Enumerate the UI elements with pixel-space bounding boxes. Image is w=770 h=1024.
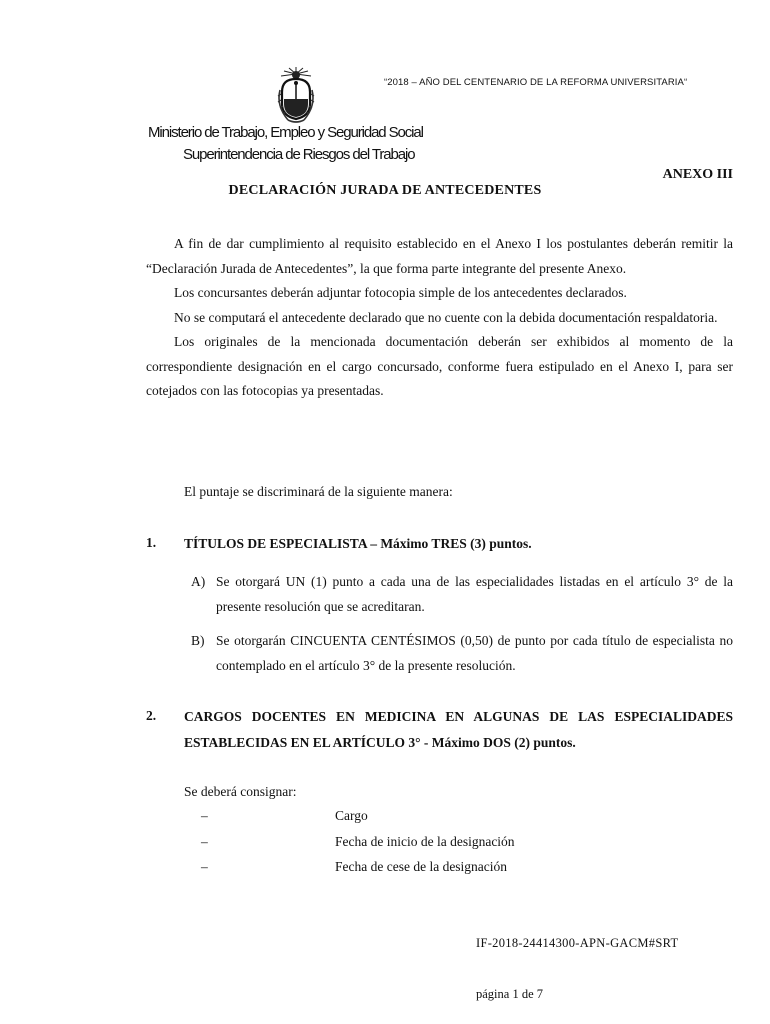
document-id: IF-2018-24414300-APN-GACM#SRT bbox=[476, 936, 679, 950]
list-dash: – bbox=[201, 808, 208, 823]
item-text: Se otorgará UN (1) punto a cada una de las especialidades listadas en el artículo 3° de la presente resolución que se acreditaran. bbox=[216, 574, 733, 614]
annex-label: ANEXO III bbox=[662, 167, 733, 182]
section-number: 1. bbox=[146, 535, 157, 550]
field-label: Fecha de cese de la designación bbox=[335, 859, 508, 874]
superintendency-name: Superintendencia de Riesgos del Trabajo bbox=[183, 146, 415, 163]
ministry-name: Ministerio de Trabajo, Empleo y Seguridad Social bbox=[148, 124, 423, 141]
list-item bbox=[191, 628, 733, 678]
paragraph: Los concursantes deberán adjuntar fotocopia simple de los antecedentes declarados. bbox=[174, 285, 627, 300]
section-title bbox=[184, 704, 733, 756]
intro-paragraphs bbox=[146, 232, 733, 404]
consign-label: Se deberá consignar: bbox=[184, 784, 297, 799]
year-header: “2018 – AÑO DEL CENTENARIO DE LA REFORMA UNIVERSITARIA“ bbox=[384, 77, 688, 88]
score-intro: El puntaje se discriminará de la siguiente manera: bbox=[184, 484, 453, 499]
page-number: página 1 de 7 bbox=[476, 987, 543, 1001]
item-letter: A) bbox=[191, 574, 206, 589]
paragraph: A fin de dar cumplimiento al requisito establecido en el Anexo I los postulantes deberán remitir la “Declaración Jurada de Antecedentes”, la que forma parte integrante del presente Anexo. bbox=[146, 236, 733, 276]
section-number: 2. bbox=[146, 708, 157, 723]
coat-of-arms-icon bbox=[274, 66, 318, 124]
section-title-text: CARGOS DOCENTES EN MEDICINA EN ALGUNAS DE LAS ESPECIALIDADES ESTABLECIDAS EN EL ARTÍCULO 3° - Máximo DOS (2) puntos. bbox=[184, 709, 733, 750]
list-item bbox=[191, 569, 733, 619]
paragraph: Los originales de la mencionada documentación deberán ser exhibidos al momento de la correspondiente designación en el cargo concursado, conforme fuera estipulado en el Anexo I, para ser cotejados con las fotocopias ya presentadas. bbox=[146, 334, 733, 398]
item-letter: B) bbox=[191, 633, 205, 648]
paragraph: No se computará el antecedente declarado que no cuente con la debida documentación respaldatoria. bbox=[174, 309, 718, 325]
list-dash: – bbox=[201, 859, 208, 874]
document-title: DECLARACIÓN JURADA DE ANTECEDENTES bbox=[228, 183, 542, 198]
section-title: TÍTULOS DE ESPECIALISTA – Máximo TRES (3) puntos. bbox=[184, 536, 532, 551]
list-dash: – bbox=[201, 834, 208, 849]
field-label: Fecha de inicio de la designación bbox=[335, 834, 515, 849]
field-label: Cargo bbox=[335, 808, 368, 823]
item-text: Se otorgarán CINCUENTA CENTÉSIMOS (0,50) de punto por cada título de especialista no contemplado en el artículo 3° de la presente resolución. bbox=[216, 633, 733, 673]
